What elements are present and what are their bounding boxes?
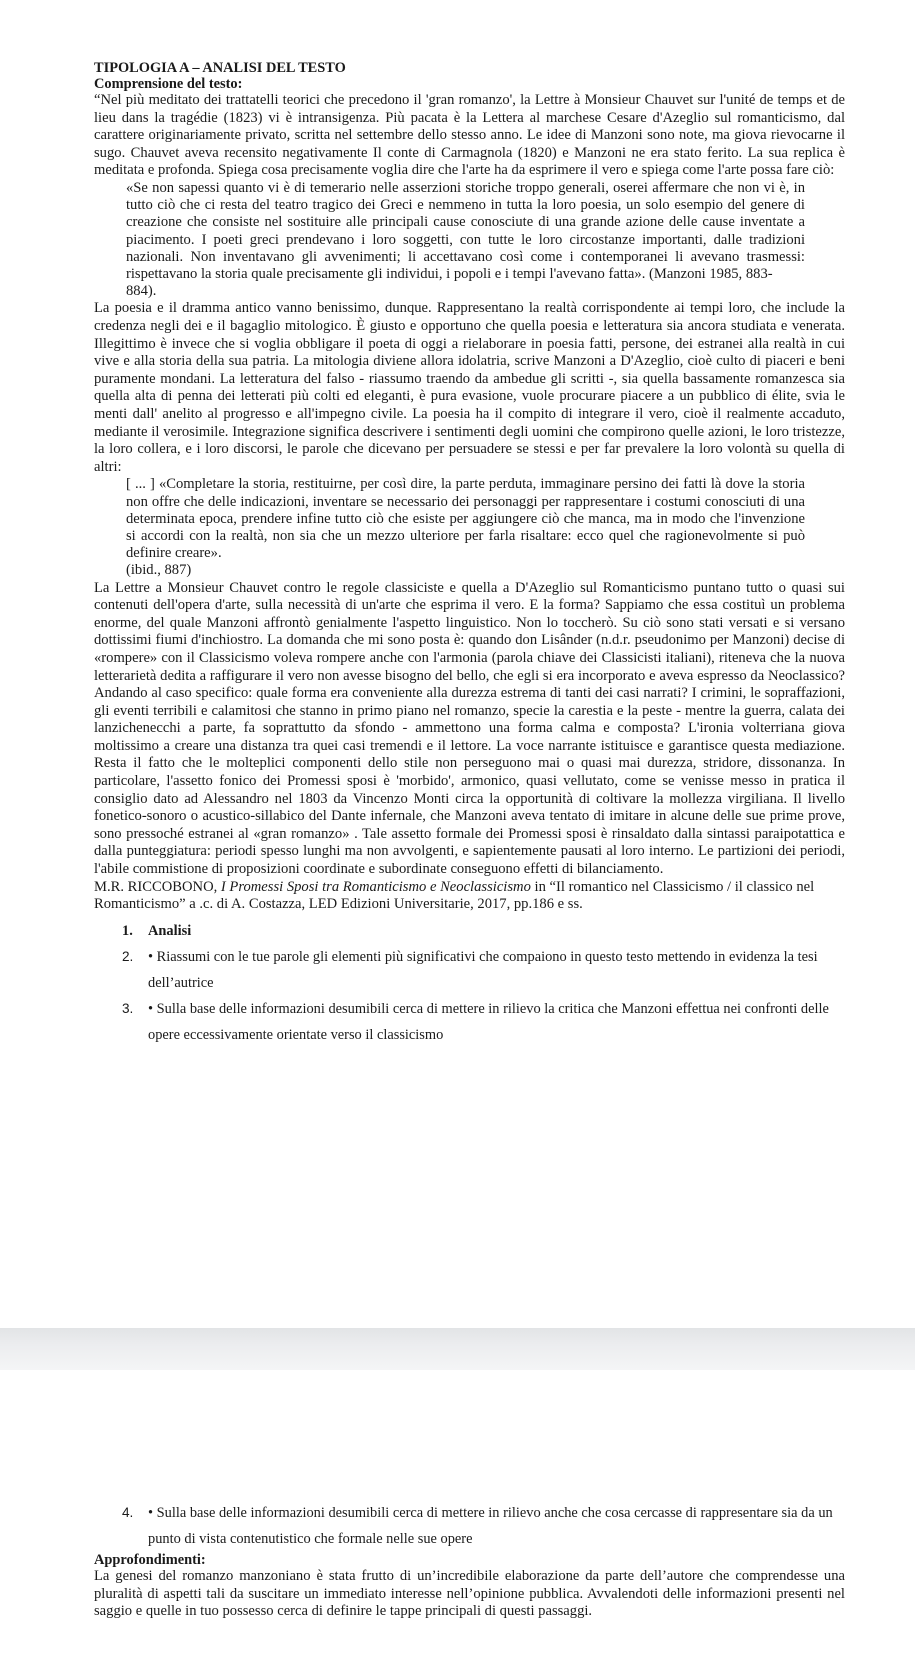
questions-list — [94, 918, 845, 1048]
approfondimenti-paragraph: La genesi del romanzo manzoniano è stata frutto di un’incredibile elaborazione da parte dell’autore che comprendesse una pluralità di aspetti tali da suscitare un immediato interesse nell’opinione pubblica. Avvalendoti delle informazioni presenti nel saggio e quelle in tuo possesso cerca di definire le tappe principali di questi passaggi. — [94, 1568, 845, 1620]
question-item-4 — [94, 1500, 845, 1552]
paragraph-2: La poesia e il dramma antico vanno benissimo, dunque. Rappresentano la realtà corrispondente ai tempi loro, che include la credenza negli dei e il bagaglio mitologico. È giusto e opportuno che quella poesia e letteratura sia ancora studiata e venerata. Illegittimo è invece che si voglia obbligare il poeta di oggi a rielaborare in poesia fatti, persone, dei estranei alla realtà in cui vive e alla storia della sua patria. La mitologia diviene allora idolatria, scrive Manzoni a D'Azeglio, cioè culto di piaceri e beni puramente mondani. La letteratura del falso - riassumo traendo da ambedue gli scritti -, sia quella bassamente romanzesca sia quella alta di penna dei letterati più colti ed eleganti, è pura evasione, vuole procurare piacere a un pubblico di élite, svia le menti dall' anelito al progresso e all'impegno civile. La poesia ha il compito di integrare il vero, cioè il realmente accaduto, mediante il verosimile. Integrazione significa descrivere i sentimenti degli uomini che compirono quelle azioni, le loro tristezze, la loro collera, e i loro discorsi, le parole che dicevano per persuadere se stessi e per far prevalere la loro volontà su quella di altri: — [94, 300, 845, 475]
quote-2-citation: (ibid., 887) — [126, 562, 192, 579]
question-number: 3. — [122, 1000, 134, 1016]
question-text: Analisi — [148, 922, 192, 939]
intro-paragraph: “Nel più meditato dei trattatelli teorici che precedono il 'gran romanzo', la Lettre à Monsieur Chauvet sur l'unité de temps et de lieu dans la tragédie (1823) vi è intransigenza. Più pacata è la Lettera al marchese Cesare d'Azeglio sul romanticismo, dal carattere originariamente privato, scritta nel settembre dello stesso anno. Le idee di Manzoni sono note, ma giova rievocarne il sugo. Chauvet aveva recensito negativamente Il conte di Carmagnola (1820) e Manzoni ne era stato ferito. La sua replica è meditata e profonda. Spiega cosa precisamente voglia dire che l'arte ha da esprimere il vero e spiega come l'arte possa fare ciò: — [94, 92, 845, 179]
questions-list-continued — [94, 1500, 845, 1552]
document-title: TIPOLOGIA A – ANALISI DEL TESTO — [94, 60, 346, 76]
section-heading-comprensione: Comprensione del testo: — [94, 76, 243, 92]
question-number: 2. — [122, 948, 134, 964]
section-heading-approfondimenti: Approfondimenti: — [94, 1552, 206, 1568]
question-text: • Riassumi con le tue parole gli elementi più significativi che compaiono in questo testo mettendo in evidenza la tesi dell’autrice — [148, 948, 818, 991]
question-number: 4. — [122, 1505, 134, 1520]
page-sheet-2 — [0, 1370, 915, 1658]
question-item-1 — [94, 918, 845, 944]
source-title: I Promessi Sposi tra Romanticismo e Neoclassicismo — [220, 878, 531, 895]
question-item-2 — [94, 944, 845, 996]
paragraph-3: La Lettre a Monsieur Chauvet contro le regole classiciste e quella a D'Azeglio sul Romanticismo puntano tutto o quasi sui contenuti dell'opera d'arte, sulla necessità di un'arte che esprima il vero. E la forma? Sappiamo che essa costituì un problema enorme, del quale Manzoni affrontò genialmente l'aspetto linguistico. Non lo toccherò. Su ciò sono stati versati e si versano dottissimi fiumi d'inchiostro. La domanda che mi sono posta è: quando don Lisânder (n.d.r. pseudonimo per Manzoni) decise di «rompere» con il Classicismo voleva rompere anche con l'armonia (parola chiave dei Classicisti italiani), riteneva che la nuova letterarietà dedita a raffigurare il vero non avesse bisogno del bello, che egli si era incorporato e aveva espresso da Neoclassico? Andando al caso specifico: quale forma era conveniente alla durezza estrema di tanti dei casi narrati? I crimini, le sopraffazioni, gli eventi terribili e calamitosi che stanno in primo piano nel romanzo, specie la carestia e la peste - mentre la guerra, calata dei lanzichenecchi a parte, fa soprattutto da sfondo - ammettono una forma calma e composta? L'ironia volterriana giova moltissimo a creare una distanza tra quei casi tremendi e il lettore. La voce narrante istituisce e garantisce questa mediazione. Resta il fatto che le molteplici componenti dello stile non perseguono mai o quasi mai durezza, stridore, dissonanza. In particolare, l'assetto fonico dei Promessi sposi è 'morbido', armonico, quasi vellutato, come se venisse messo in pratica il consiglio dato ad Alessandro nel 1803 da Vincenzo Monti circa la opportunità di coltivare la mollezza virgiliana. Il livello fonetico-sonoro o acustico-sillabico del Dante infernale, che Manzoni aveva tentato di imitare in alcune delle sue prime prove, sono pressoché estranei al «gran romanzo» . Tale assetto formale dei Promessi sposi è rinsaldato dalla sintassi paraipotattica e dalla punteggiatura: periodi spesso lunghi ma non avvolgenti, e sapientemente pausati al loro interno. Le partizioni dei periodi, l'abile commistione di proposizioni coordinate e subordinate conseguono effetti di bilanciamento. — [94, 579, 845, 878]
source-reference — [94, 879, 845, 914]
block-quote-2: [ ... ] «Completare la storia, restituirne, per così dire, la parte perduta, immaginare persino dei fatti là dove la storia non offre che delle indicazioni, inventare se necessario dei personaggi per rappresentare i costumi conosciuti di una determinata epoca, prendere infine tutto ciò che esiste per aggiungere ciò che manca, ma in modo che l'invenzione si accordi con la realtà, non sia che un mezzo ulteriore per farla risaltare: ecco quel che ragionevolmente si può definire creare». — [126, 476, 805, 562]
question-number: 1. — [122, 922, 133, 939]
source-details: in “Il romantico nel Classicismo / il classico nel Romanticismo” a .c. di A. Costazza, LED Edizioni Universitarie, 2017, pp.186 e ss. — [94, 878, 815, 913]
source-author: M.R. RICCOBONO, — [94, 878, 221, 895]
block-quote-1: «Se non sapessi quanto vi è di temerario nelle asserzioni storiche troppo generali, oserei affermare che non vi è, in tutto ciò che ci resta del teatro tragico dei Greci e nemmeno in tutta la loro poesia, un solo esempio del genere di creazione che consiste nel sostituire alle principali cause conosciute di una grande azione delle cause inventate a piacimento. I poeti greci prendevano i loro soggetti, con tutte le loro circostanze importanti, dalle tradizioni nazionali. Non inventavano gli avvenimenti; li accettavano così come i contemporanei li avevano trasmessi: rispettavano la storia quale precisamente gli individui, i popoli e i tempi l'avevano fatta». (Manzoni 1985, 883- — [126, 179, 805, 282]
question-item-3 — [94, 996, 845, 1048]
question-text: • Sulla base delle informazioni desumibili cerca di mettere in rilievo anche che cosa cercasse di rappresentare sia da un punto di vista contenutistico che formale nelle sue opere — [148, 1505, 833, 1547]
quote-1-citation-end: 884). — [126, 283, 157, 300]
question-text: • Sulla base delle informazioni desumibili cerca di mettere in rilievo la critica che Manzoni effettua nei confronti delle opere eccessivamente orientate verso il classicismo — [148, 1000, 829, 1043]
page-break-divider — [0, 1328, 915, 1370]
